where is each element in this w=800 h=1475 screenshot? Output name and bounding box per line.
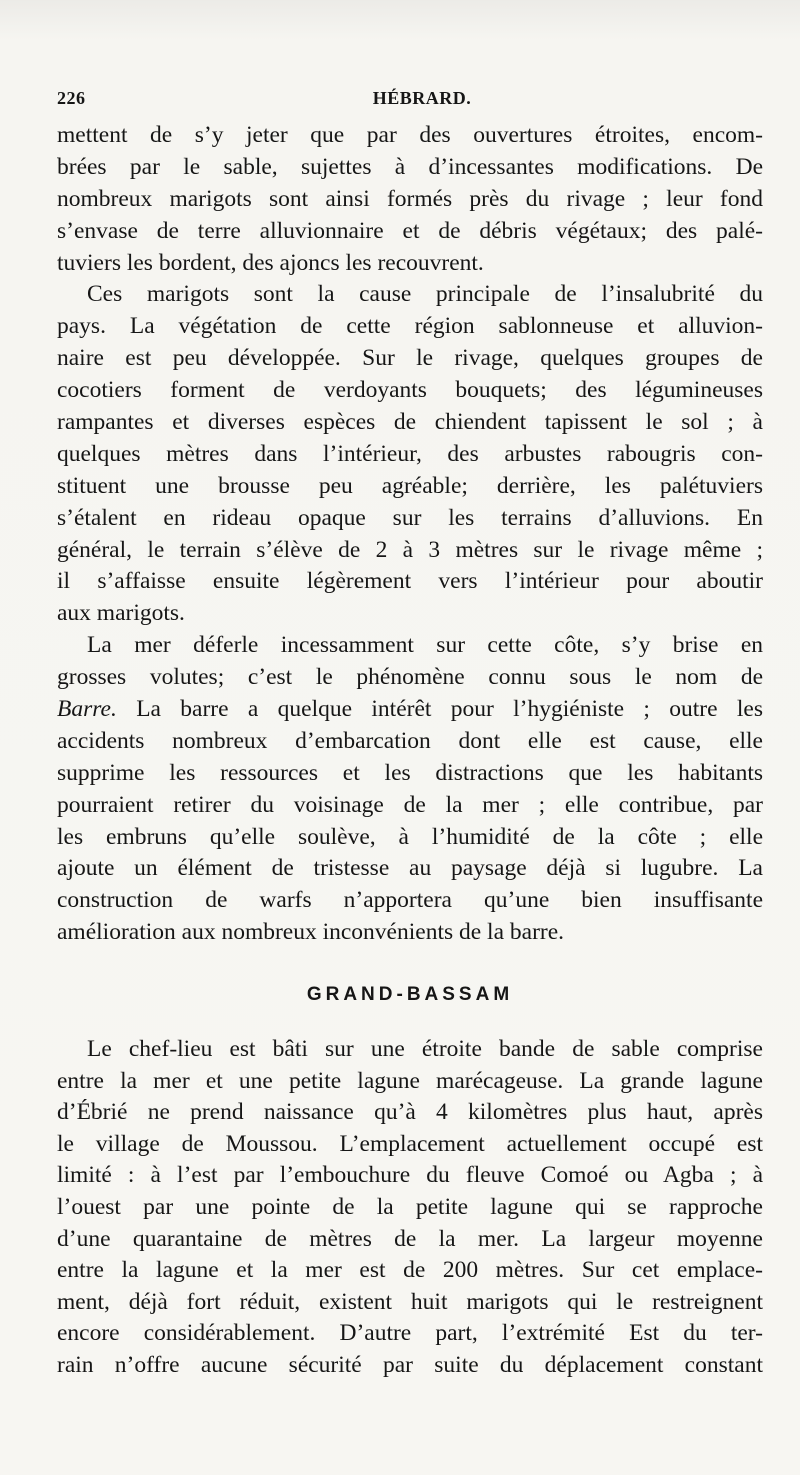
text-line: La mer déferle incessamment sur cette côte, s’y brise en (87, 632, 763, 659)
text-fragment: La barre a quelque intérêt pour l’hygiéniste ; outre les (136, 696, 763, 723)
text-line: s’étalent en rideau opaque sur les terrains d’alluvions. En (57, 504, 763, 531)
text-line: quelques mètres dans l’intérieur, des arbustes rabougris con- (57, 440, 763, 467)
text-line: ment, déjà fort réduit, existent huit marigots qui le restreignent (57, 1288, 763, 1315)
text-line: les embruns qu’elle soulève, à l’humidité de la côte ; elle (57, 823, 763, 850)
text-line: grosses volutes; c’est le phénomène connu sous le nom de (57, 664, 763, 691)
running-head (57, 88, 763, 112)
text-line: entre la mer et une petite lagune marécageuse. La grande lagune (57, 1067, 763, 1094)
text-line: l’ouest par une pointe de la petite lagune qui se rapproche (57, 1193, 763, 1220)
text-line: stituent une brousse peu agréable; derrière, les palétuviers (57, 472, 763, 499)
text-line: amélioration aux nombreux inconvénients de la barre. (57, 919, 565, 946)
text-line: pays. La végétation de cette région sablonneuse et alluvion- (57, 313, 763, 340)
italic-term: Barre. (57, 696, 117, 723)
page-number: 226 (57, 88, 86, 108)
text-line: brées par le sable, sujettes à d’incessantes modifications. De (57, 153, 763, 180)
text-line: naire est peu développée. Sur le rivage, quelques groupes de (57, 345, 763, 372)
text-line: rain n’offre aucune sécurité par suite du déplacement constant (57, 1351, 763, 1378)
text-line: encore considérablement. D’autre part, l’extrémité Est du ter- (57, 1320, 763, 1347)
body-text-section-2 (57, 1034, 763, 1382)
body-text-section-1 (57, 120, 763, 949)
text-line: limité : à l’est par l’embouchure du fleuve Comoé ou Agba ; à (57, 1162, 763, 1189)
text-line: nombreux marigots sont ainsi formés près du rivage ; leur fond (57, 185, 763, 212)
text-line: cocotiers forment de verdoyants bouquets; des légumineuses (57, 377, 763, 404)
text-line: général, le terrain s’élève de 2 à 3 mètres sur le rivage même ; (57, 536, 763, 563)
text-line: Le chef-lieu est bâti sur une étroite bande de sable comprise (87, 1036, 763, 1062)
text-line: d’Ébrié ne prend naissance qu’à 4 kilomètres plus haut, après (57, 1099, 763, 1126)
text-line: supprime les ressources et les distractions que les habitants (57, 759, 763, 786)
text-line: d’une quarantaine de mètres de la mer. La largeur moyenne (57, 1225, 763, 1252)
text-line: entre la lagune et la mer est de 200 mètres. Sur cet emplace- (57, 1257, 763, 1284)
text-line-with-italic (57, 694, 763, 726)
running-title: HÉBRARD. (372, 88, 472, 108)
text-line: pourraient retirer du voisinage de la mer ; elle contribue, par (57, 791, 763, 818)
text-line: ajoute un élément de tristesse au paysage déjà si lugubre. La (57, 855, 763, 882)
text-line: Ces marigots sont la cause principale de l’insalubrité du (87, 281, 763, 308)
text-line: aux marigots. (57, 600, 185, 627)
text-line: le village de Moussou. L’emplacement actuellement occupé est (57, 1130, 763, 1157)
text-line: s’envase de terre alluvionnaire et de débris végétaux; des palé- (57, 217, 763, 244)
text-line: il s’affaisse ensuite légèrement vers l’intérieur pour aboutir (57, 568, 763, 595)
text-line: mettent de s’y jeter que par des ouvertures étroites, encom- (57, 122, 763, 148)
text-line: rampantes et diverses espèces de chiendent tapissent le sol ; à (57, 409, 763, 436)
section-heading: GRAND-BASSAM (306, 984, 514, 1005)
text-line: tuviers les bordent, des ajoncs les recouvrent. (57, 249, 484, 276)
text-line: accidents nombreux d’embarcation dont elle est cause, elle (57, 727, 763, 754)
text-line: construction de warfs n’apportera qu’une bien insuffisante (57, 887, 763, 914)
